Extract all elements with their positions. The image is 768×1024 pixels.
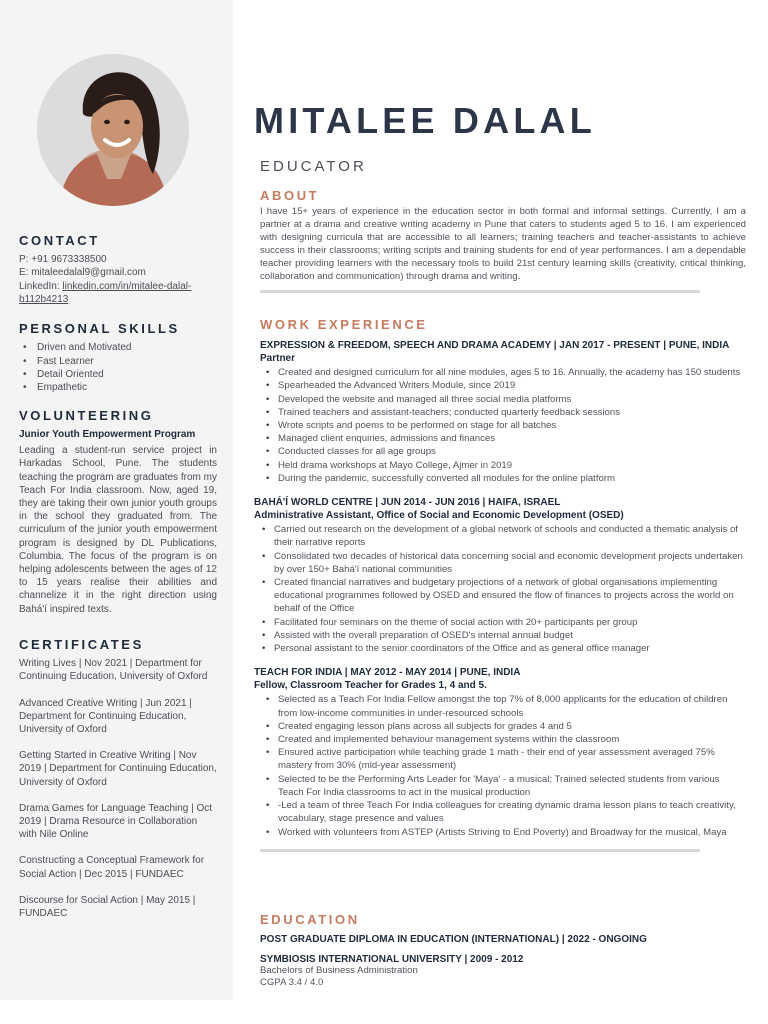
job-role: Partner bbox=[260, 353, 296, 365]
job-bullet: • Held drama workshops at Mayo College, Ajmer in 2019 bbox=[266, 459, 746, 472]
certificate-item: Drama Games for Language Teaching | Oct 2019 | Drama Resource in Collaboration with Nile Online bbox=[19, 802, 213, 841]
email[interactable]: E: mitaleedalal9@gmail.com bbox=[19, 267, 146, 279]
skills-section bbox=[19, 322, 217, 395]
job-header: EXPRESSION & FREEDOM, SPEECH AND DRAMA ACADEMY | JAN 2017 - PRESENT | PUNE, INDIA bbox=[260, 340, 730, 351]
certificate-item: Advanced Creative Writing | Jun 2021 | Department for Continuing Education, University of Oxford bbox=[19, 697, 192, 735]
profile-photo bbox=[37, 54, 189, 206]
phone: P: +91 9673338500 bbox=[19, 254, 107, 266]
job-header: TEACH FOR INDIA | MAY 2012 - MAY 2014 | PUNE, INDIA bbox=[254, 667, 521, 679]
certificate-item: Discourse for Social Action | May 2015 | FUNDAEC bbox=[19, 894, 196, 919]
job-bullet: • Created engaging lesson plans across all subjects for grades 4 and 5 bbox=[266, 720, 746, 733]
job-bullet: • Selected as a Teach For India Fellow amongst the top 7% of 8,000 applicants for the education of children from low-income communities in under-resourced schools bbox=[266, 693, 746, 719]
job-bullet: • Worked with volunteers from ASTEP (Artists Striving to End Poverty) and Broadway for the musical, Maya bbox=[266, 826, 746, 839]
skill-item: • Driven and Motivated bbox=[23, 341, 217, 354]
volunteering-heading: VOLUNTEERING bbox=[19, 407, 154, 423]
job-bullet: • Trained teachers and assistant-teachers; conducted quarterly feedback sessions bbox=[266, 406, 746, 419]
job-bullet: • During the pandemic, successfully converted all modules for the online platform bbox=[266, 472, 746, 485]
job-bullet: • Personal assistant to the senior coordinators of the Office and as general office manager bbox=[262, 642, 746, 655]
job-bullet: • Created financial narratives and budgetary projections of a network of global organisations implementing educational programmes followed by OSED and ensured the flow of finances to projects across the world on behalf of the Office bbox=[262, 576, 746, 616]
job-bullet: • Carried out research on the development of a global network of schools and conducted a thematic analysis of their narrative reports bbox=[262, 523, 746, 549]
job-entry bbox=[254, 496, 746, 655]
avatar bbox=[37, 54, 189, 206]
education-heading: EDUCATION bbox=[260, 912, 360, 927]
divider bbox=[260, 849, 700, 852]
job-bullet: • Conducted classes for all age groups bbox=[266, 445, 746, 458]
job-role: Administrative Assistant, Office of Social and Economic Development (OSED) bbox=[254, 510, 624, 522]
about-text: I have 15+ years of experience in the education sector in both formal and informal settings. Currently, I am a partner at a drama and creative writing academy in Pune that caters to students aged 5 to 16. I am experienced with designing curricula that are accessible to all learners; training teachers and teacher-assistants to achieve success in their classrooms; writing scripts and training students for end of year performances. I am a dependable teacher providing learners with the necessary tools to build 21st century learning skills (creativity, critical thinking, collaboration and communication) through drama and writing. bbox=[260, 206, 746, 282]
job-title: EDUCATOR bbox=[260, 158, 367, 175]
work-section bbox=[254, 317, 746, 852]
job-entry bbox=[254, 666, 746, 838]
job-bullet: • Spearheaded the Advanced Writers Module, since 2019 bbox=[266, 379, 746, 392]
job-bullets bbox=[260, 523, 746, 655]
job-bullet: • Consolidated two decades of historical data concerning social and economic development projects undertaken by over 150+ Bahá'í national communities bbox=[262, 550, 746, 576]
volunteering-text: Leading a student-run service project in Harkadas School, Pune. The students teaching the program are graduates from my Teach For India classroom. Now, aged 19, they are taking their own junior youth groups in the school they graduated from. The curriculum of the junior youth empowerment program is designed by DL Publications, Columbia. The focus of the program is on helping adolescents between the ages of 12 to 15 years realise their abilities and channelize it in the right direction using Bahá'í inspired texts. bbox=[19, 445, 217, 615]
linkedin-label: LinkedIn: bbox=[19, 280, 63, 292]
certificate-item: Getting Started in Creative Writing | Nov 2019 | Department for Continuing Education, University of Oxford bbox=[19, 750, 217, 788]
job-role: Fellow, Classroom Teacher for Grades 1, 4 and 5. bbox=[254, 680, 487, 692]
skill-item: • Fast Learner bbox=[23, 355, 217, 368]
linkedin-link[interactable]: linkedin.com/in/mitalee-dalal-b112b4213 bbox=[19, 280, 192, 305]
job-bullet: • -Led a team of three Teach For India colleagues for creating dynamic drama lesson plans to teach creativity, vocabulary, stage presence and values bbox=[266, 799, 746, 825]
about-heading: ABOUT bbox=[260, 188, 320, 203]
volunteering-program: Junior Youth Empowerment Program bbox=[19, 429, 196, 441]
contact-heading: CONTACT bbox=[19, 233, 100, 248]
work-heading: WORK EXPERIENCE bbox=[260, 317, 428, 332]
job-bullet: • Developed the website and managed all three social media platforms bbox=[266, 393, 746, 406]
contact-section bbox=[19, 234, 217, 306]
job-bullet: • Selected to be the Performing Arts Leader for 'Maya' - a musical; Trained selected students from various Teach For India classrooms to act in the musical production bbox=[266, 773, 746, 799]
job-bullet: • Managed client enquiries, admissions and finances bbox=[266, 432, 746, 445]
divider bbox=[260, 290, 700, 293]
education-title: SYMBIOSIS INTERNATIONAL UNIVERSITY | 2009 - 2012 bbox=[260, 954, 524, 965]
job-bullet: • Facilitated four seminars on the theme of social action with 20+ participants per group bbox=[262, 616, 746, 629]
sidebar bbox=[0, 0, 233, 1000]
education-title: POST GRADUATE DIPLOMA IN EDUCATION (INTERNATIONAL) | 2022 - ONGOING bbox=[260, 934, 647, 945]
volunteering-section bbox=[19, 409, 217, 616]
education-grade: CGPA 3.4 / 4.0 bbox=[260, 977, 324, 989]
certificates-section bbox=[19, 638, 217, 920]
job-bullet: • Ensured active participation while teaching grade 1 math - their end of year assessment averaged 75% mastery from 30% (mid-year assessment) bbox=[266, 746, 746, 772]
job-bullets bbox=[260, 366, 746, 485]
job-bullet: • Wrote scripts and poems to be performed on stage for all batches bbox=[266, 419, 746, 432]
job-header: BAHÁ'Í WORLD CENTRE | JUN 2014 - JUN 2016 | HAIFA, ISRAEL bbox=[254, 497, 561, 509]
job-bullet: • Created and designed curriculum for all nine modules, ages 5 to 16. Annually, the academy has 150 students bbox=[266, 366, 746, 379]
job-bullet: • Assisted with the overall preparation of OSED's internal annual budget bbox=[262, 629, 746, 642]
about-section bbox=[260, 188, 746, 293]
job-bullets bbox=[260, 693, 746, 838]
skill-item: • Detail Oriented bbox=[23, 368, 217, 381]
education-section bbox=[260, 912, 746, 990]
education-degree: Bachelors of Business Administration bbox=[260, 965, 418, 976]
certificate-item: Constructing a Conceptual Framework for Social Action | Dec 2015 | FUNDAEC bbox=[19, 855, 205, 880]
person-name: MITALEE DALAL bbox=[254, 100, 596, 141]
job-entry bbox=[260, 339, 746, 485]
certificate-item: Writing Lives | Nov 2021 | Department for Continuing Education, University of Oxford bbox=[19, 658, 208, 683]
certificates-heading: CERTIFICATES bbox=[19, 636, 144, 652]
skills-heading: PERSONAL SKILLS bbox=[19, 321, 180, 337]
skills-list bbox=[19, 341, 217, 395]
job-bullet: • Created and implemented behaviour management systems within the classroom bbox=[266, 733, 746, 746]
skill-item: • Empathetic bbox=[23, 381, 217, 394]
linkedin bbox=[19, 280, 217, 306]
